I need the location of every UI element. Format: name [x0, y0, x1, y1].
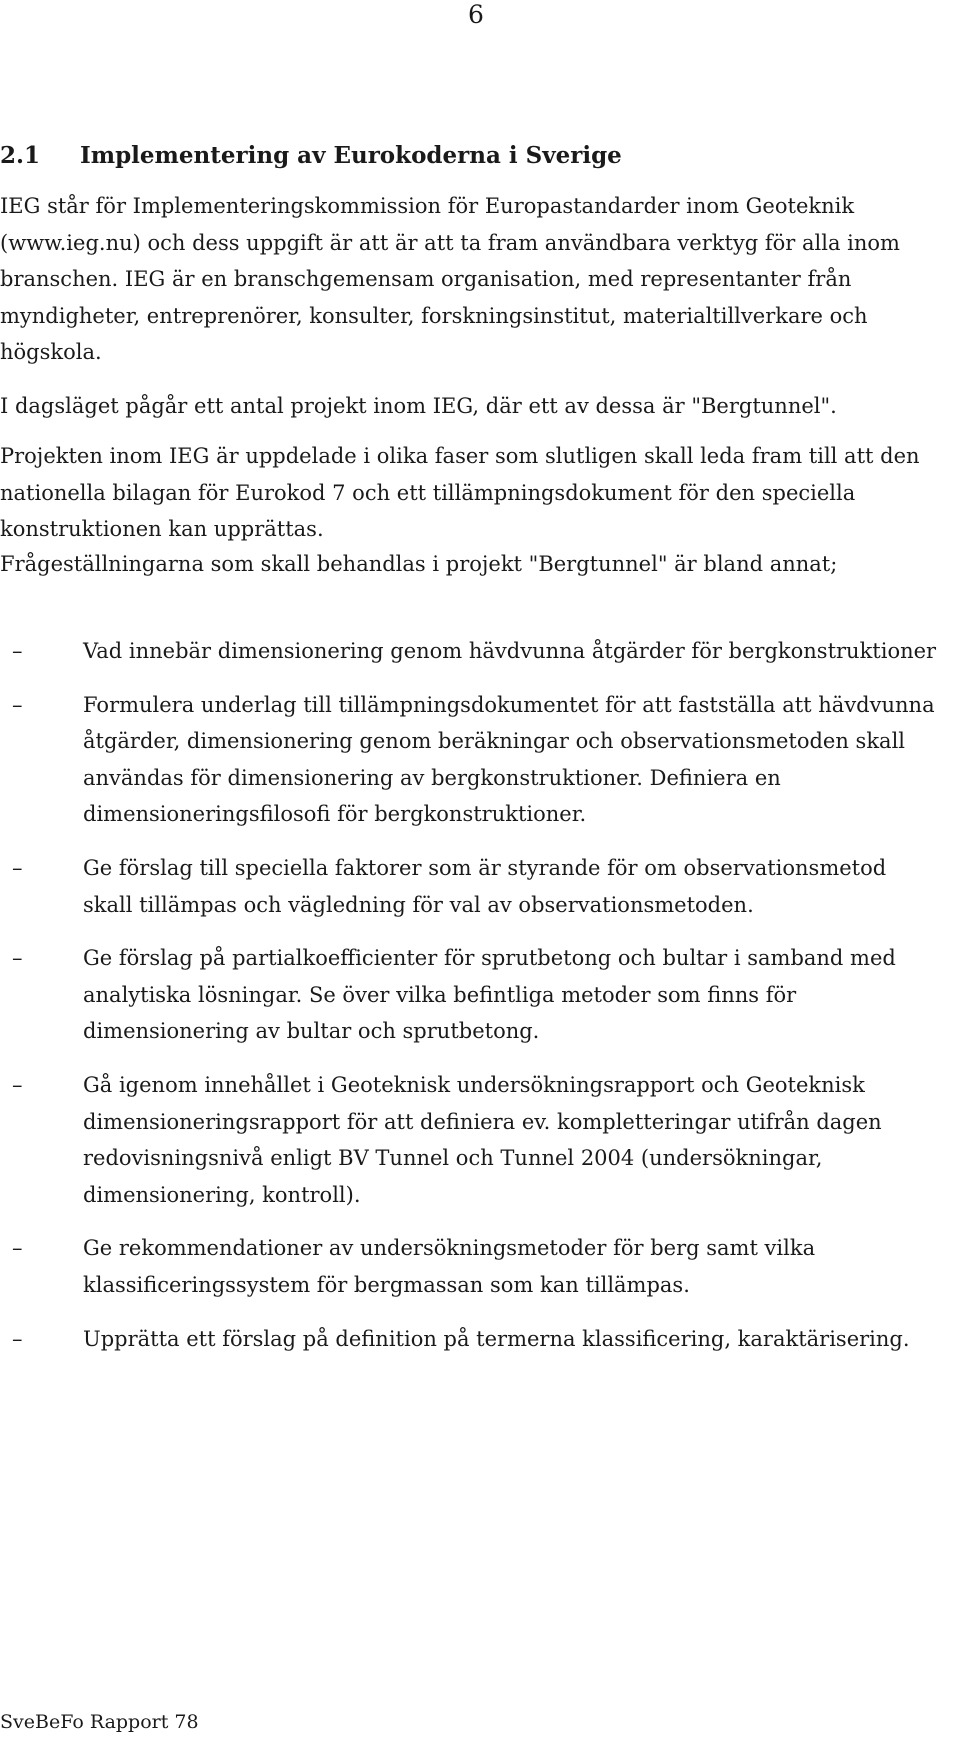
- bullet-list: [0, 633, 940, 1374]
- list-item-text: Ge förslag till speciella faktorer som är styrande för om observationsmetod skall tillämpas och vägledning för val av observationsmetoden.: [83, 855, 887, 917]
- paragraph-ieg-intro: IEG står för Implementeringskommission för Europastandarder inom Geoteknik (www.ieg.nu) och dess uppgift är att är att ta fram användbara verktyg för alla inom branschen. IEG är en branschgemensam organisation, med representanter från myndigheter, entreprenörer, konsulter, forskningsinstitut, materialtillverkare och högskola.: [0, 194, 900, 365]
- dash-marker: –: [12, 855, 23, 880]
- dash-marker: –: [12, 1236, 23, 1261]
- dash-marker: –: [12, 1072, 23, 1097]
- list-item-text: Ge förslag på partialkoefficienter för sprutbetong och bultar i samband med analytiska lösningar. Se över vilka befintliga metoder som finns för dimensionering av bultar och sprutbetong.: [83, 946, 896, 1044]
- list-item: [0, 687, 940, 833]
- paragraph-questions-intro: Frågeställningarna som skall behandlas i projekt "Bergtunnel" är bland annat;: [0, 552, 838, 576]
- dash-marker: –: [12, 1326, 23, 1351]
- list-item: [0, 1067, 940, 1213]
- list-item-text: Gå igenom innehållet i Geoteknisk undersökningsrapport och Geoteknisk dimensioneringsrapport för att definiera ev. kompletteringar utifrån dagen redovisningsnivå enligt BV Tunnel och Tunnel 2004 (undersökningar, dimensionering, kontroll).: [83, 1072, 882, 1207]
- list-item: [0, 633, 940, 670]
- list-item-text: Vad innebär dimensionering genom hävdvunna åtgärder för bergkonstruktioner: [83, 639, 937, 663]
- list-item: [0, 940, 940, 1050]
- paragraph-project-phases: Projekten inom IEG är uppdelade i olika faser som slutligen skall leda fram till att den nationella bilagan för Eurokod 7 och ett tillämpningsdokument för den speciella konstruktionen kan upprättas.: [0, 444, 920, 542]
- paragraph-current-projects: I dagsläget pågår ett antal projekt inom IEG, där ett av dessa är "Bergtunnel".: [0, 394, 837, 418]
- list-item: [0, 1230, 940, 1303]
- dash-marker: –: [12, 639, 23, 663]
- list-item: [0, 850, 940, 923]
- dash-marker: –: [12, 692, 23, 717]
- section-title: Implementering av Eurokoderna i Sverige: [80, 142, 622, 169]
- page-number: 6: [468, 0, 484, 29]
- dash-marker: –: [12, 946, 23, 971]
- section-number: 2.1: [0, 142, 41, 169]
- section-heading: [0, 141, 622, 171]
- list-item-text: Upprätta ett förslag på definition på termerna klassificering, karaktärisering.: [83, 1326, 910, 1351]
- list-item: [0, 1321, 940, 1358]
- list-item-text: Formulera underlag till tillämpningsdokumentet för att fastställa att hävdvunna åtgärder, dimensionering genom beräkningar och observationsmetoden skall användas för dimensionering av bergkonstruktioner. Definiera en dimensioneringsfilosofi för bergkonstruktioner.: [83, 692, 935, 827]
- footer-report-name: SveBeFo Rapport 78: [0, 1711, 199, 1733]
- list-item-text: Ge rekommendationer av undersökningsmetoder för berg samt vilka klassificeringssystem för bergmassan som kan tillämpas.: [83, 1236, 816, 1297]
